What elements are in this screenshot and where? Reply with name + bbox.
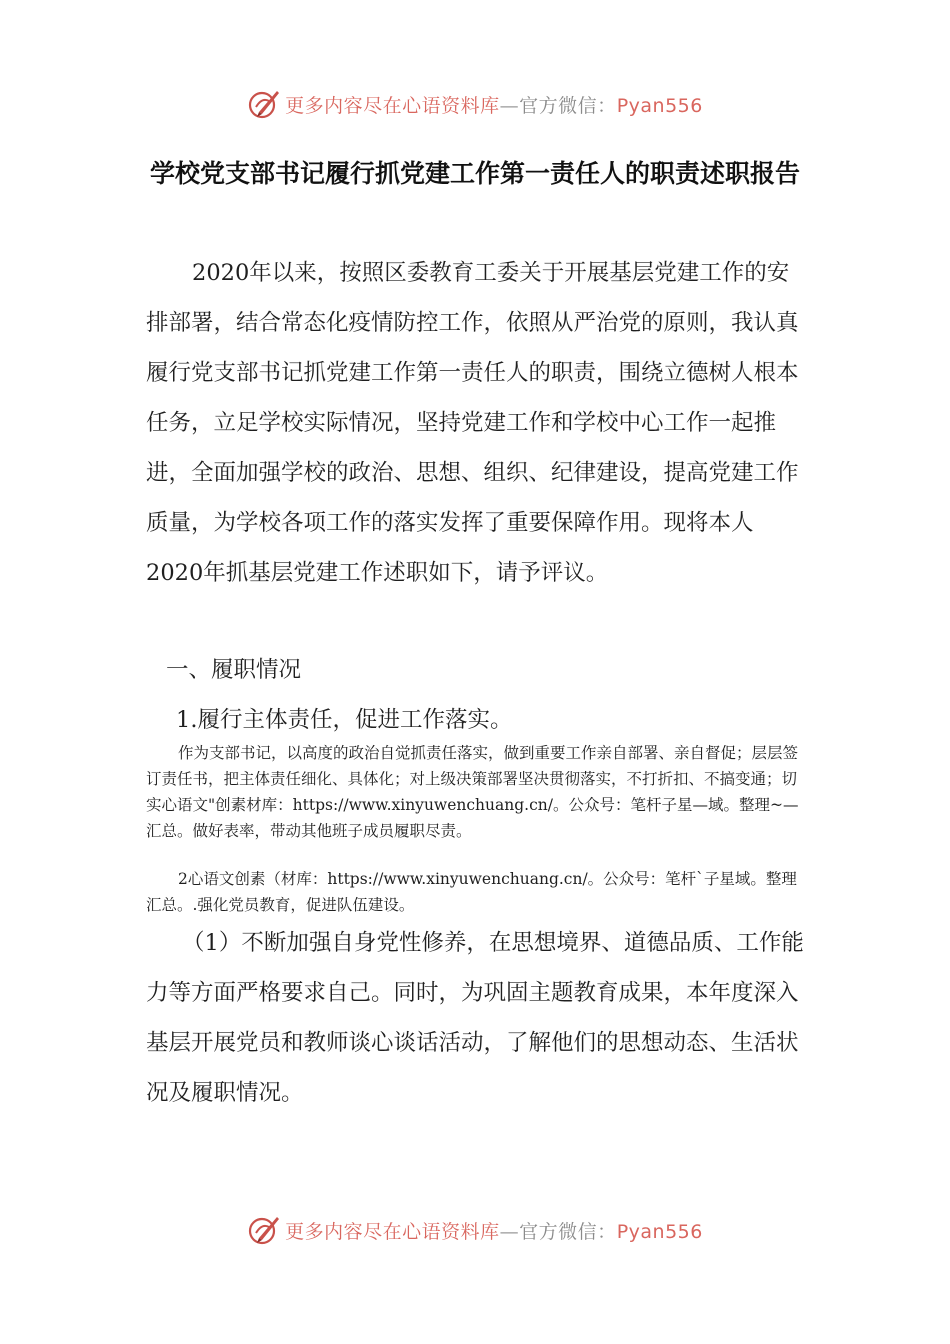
- item1-body: 作为支部书记，以高度的政治自觉抓责任落实，做到重要工作亲自部署、亲自督促；层层签订责任书，把主体责任细化、具体化；对上级决策部署坚决贯彻落实，不打折扣、不搞变通；切实心语文"创素材库：https://www.xinyuwenchuang.cn/。公众号：笔杆子星—域。整理~—汇总。做好表率，带动其他班子成员履职尽责。: [146, 744, 799, 840]
- watermark-official-label: 官方微信：: [519, 1220, 617, 1243]
- watermark-main-text: 更多内容尽在心语资料库: [285, 1220, 500, 1243]
- watermark-dash: —: [499, 94, 520, 117]
- pen-logo-icon: [247, 1213, 281, 1247]
- item2-sub1-paragraph: （1）不断加强自身党性修养，在思想境界、道德品质、工作能力等方面严格要求自己。同时，为巩固主题教育成果，本年度深入基层开展党员和教师谈心谈话活动，了解他们的思想动态、生活状况及履职情况。: [146, 930, 804, 1106]
- pen-logo-icon: [247, 87, 281, 121]
- item1-heading: 1.履行主体责任，促进工作落实。: [176, 707, 513, 733]
- item2-body: 2心语文创素（材库：https://www.xinyuwenchuang.cn/。公众号：笔杆`子星域。整理汇总。.强化党员教育，促进队伍建设。: [146, 870, 797, 914]
- footer-watermark: [0, 1210, 950, 1250]
- document-title: 学校党支部书记履行抓党建工作第一责任人的职责述职报告: [149, 159, 800, 188]
- watermark-wechat-id: Pyan556: [616, 1220, 703, 1243]
- watermark-wechat-id: Pyan556: [616, 94, 703, 117]
- watermark-official-label: 官方微信：: [519, 94, 617, 117]
- header-watermark: [0, 84, 950, 124]
- watermark-dash: —: [499, 1220, 520, 1243]
- watermark-main-text: 更多内容尽在心语资料库: [285, 94, 500, 117]
- section-heading: 一、履职情况: [166, 657, 302, 683]
- intro-paragraph: 2020年以来，按照区委教育工委关于开展基层党建工作的安排部署，结合常态化疫情防控工作，依照从严治党的原则，我认真履行党支部书记抓党建工作第一责任人的职责，围绕立德树人根本任务，立足学校实际情况，坚持党建工作和学校中心工作一起推进，全面加强学校的政治、思想、组织、纪律建设，提高党建工作质量，为学校各项工作的落实发挥了重要保障作用。现将本人2020年抓基层党建工作述职如下，请予评议。: [146, 260, 799, 586]
